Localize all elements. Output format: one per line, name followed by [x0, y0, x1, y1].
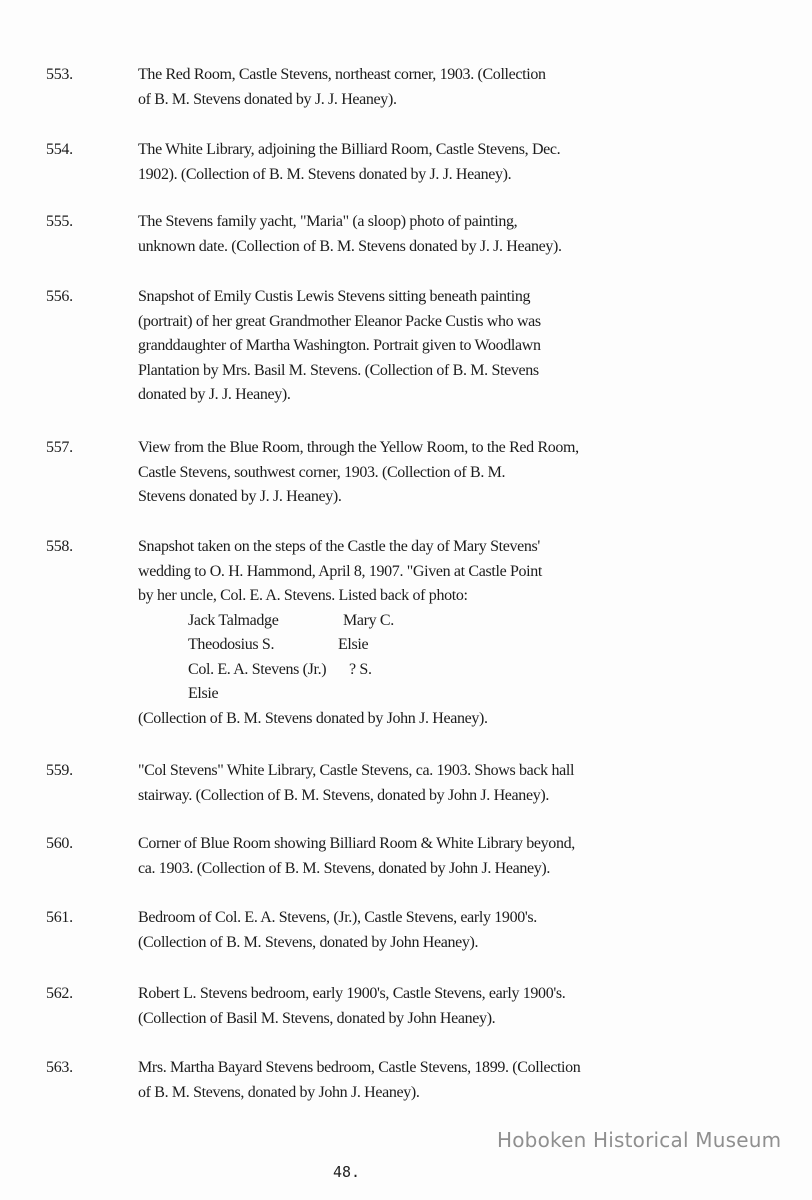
entry-description: [138, 832, 638, 881]
entry-description: [138, 982, 638, 1031]
entry-line: Snapshot of Emily Custis Lewis Stevens sitting beneath painting: [138, 288, 531, 305]
entry-line: 1902). (Collection of B. M. Stevens donated by J. J. Heaney).: [138, 165, 512, 183]
entry-number: 553.: [46, 66, 73, 83]
entry-line: stairway. (Collection of B. M. Stevens, donated by John J. Heaney).: [138, 786, 549, 804]
entry-line: wedding to O. H. Hammond, April 8, 1907. "Given at Castle Point: [138, 562, 543, 580]
entry-line: ca. 1903. (Collection of B. M. Stevens, donated by John J. Heaney).: [138, 859, 551, 877]
entry-line: Bedroom of Col. E. A. Stevens, (Jr.), Castle Stevens, early 1900's.: [138, 909, 537, 926]
entry-line: Plantation by Mrs. Basil M. Stevens. (Collection of B. M. Stevens: [138, 361, 539, 379]
entry-line: The Red Room, Castle Stevens, northeast corner, 1903. (Collection: [138, 66, 546, 83]
photo-name: Elsie: [338, 636, 369, 653]
entry-description: [138, 138, 638, 187]
entry-number: 555.: [46, 213, 73, 230]
entry-line: (portrait) of her great Grandmother Eleanor Packe Custis who was: [138, 312, 541, 330]
entry-line: Stevens donated by J. J. Heaney).: [138, 488, 342, 505]
entry-line: Robert L. Stevens bedroom, early 1900's, Castle Stevens, early 1900's.: [138, 985, 566, 1002]
entry-description: [138, 535, 638, 731]
photo-name: Mary C.: [343, 611, 394, 629]
entry-number: 563.: [46, 1059, 73, 1076]
entry-line: (Collection of B. M. Stevens, donated by John Heaney).: [138, 933, 479, 951]
entry-line: View from the Blue Room, through the Yellow Room, to the Red Room,: [138, 439, 579, 456]
entry-line: of B. M. Stevens donated by J. J. Heaney).: [138, 90, 397, 108]
entry-line: by her uncle, Col. E. A. Stevens. Listed back of photo:: [138, 587, 468, 604]
entry-description: [138, 210, 638, 259]
photo-name: Theodosius S.: [188, 636, 275, 653]
entry-line: The White Library, adjoining the Billiard Room, Castle Stevens, Dec.: [138, 141, 561, 158]
entry-line: of B. M. Stevens, donated by John J. Heaney).: [138, 1083, 420, 1101]
entry-number: 559.: [46, 762, 73, 779]
page-number: 48.: [333, 1163, 361, 1181]
entry-number: 560.: [46, 835, 73, 852]
entry-number: 554.: [46, 141, 73, 158]
entry-number: 561.: [46, 909, 73, 926]
entry-description: [138, 436, 638, 510]
photo-name: ? S.: [349, 660, 372, 678]
entry-description: [138, 906, 638, 955]
entry-number: 558.: [46, 538, 73, 555]
entry-line: Snapshot taken on the steps of the Castle the day of Mary Stevens': [138, 538, 540, 555]
entry-number: 556.: [46, 288, 73, 305]
entry-line: unknown date. (Collection of B. M. Stevens donated by J. J. Heaney).: [138, 237, 562, 255]
entry-description: [138, 1056, 638, 1105]
entry-line: (Collection of Basil M. Stevens, donated by John Heaney).: [138, 1009, 496, 1027]
entry-number: 557.: [46, 439, 73, 456]
entry-line: Corner of Blue Room showing Billiard Room & White Library beyond,: [138, 835, 575, 852]
entry-line: (Collection of B. M. Stevens donated by John J. Heaney).: [138, 709, 488, 727]
photo-names-list: [138, 609, 638, 707]
entry-line: Castle Stevens, southwest corner, 1903. (Collection of B. M.: [138, 463, 506, 481]
entry-line: "Col Stevens" White Library, Castle Stevens, ca. 1903. Shows back hall: [138, 762, 575, 779]
entry-line: The Stevens family yacht, "Maria" (a sloop) photo of painting,: [138, 213, 518, 230]
entry-description: [138, 285, 638, 408]
entry-line: granddaughter of Martha Washington. Portrait given to Woodlawn: [138, 337, 541, 354]
museum-watermark: Hoboken Historical Museum: [497, 1128, 782, 1152]
entry-line: Mrs. Martha Bayard Stevens bedroom, Castle Stevens, 1899. (Collection: [138, 1059, 581, 1076]
photo-name: Jack Talmadge: [188, 611, 279, 629]
entry-description: [138, 63, 638, 112]
entry-line: donated by J. J. Heaney).: [138, 386, 291, 403]
photo-name: Col. E. A. Stevens (Jr.): [188, 660, 327, 678]
entry-description: [138, 759, 638, 808]
photo-name: Elsie: [188, 685, 219, 702]
entry-number: 562.: [46, 985, 73, 1002]
